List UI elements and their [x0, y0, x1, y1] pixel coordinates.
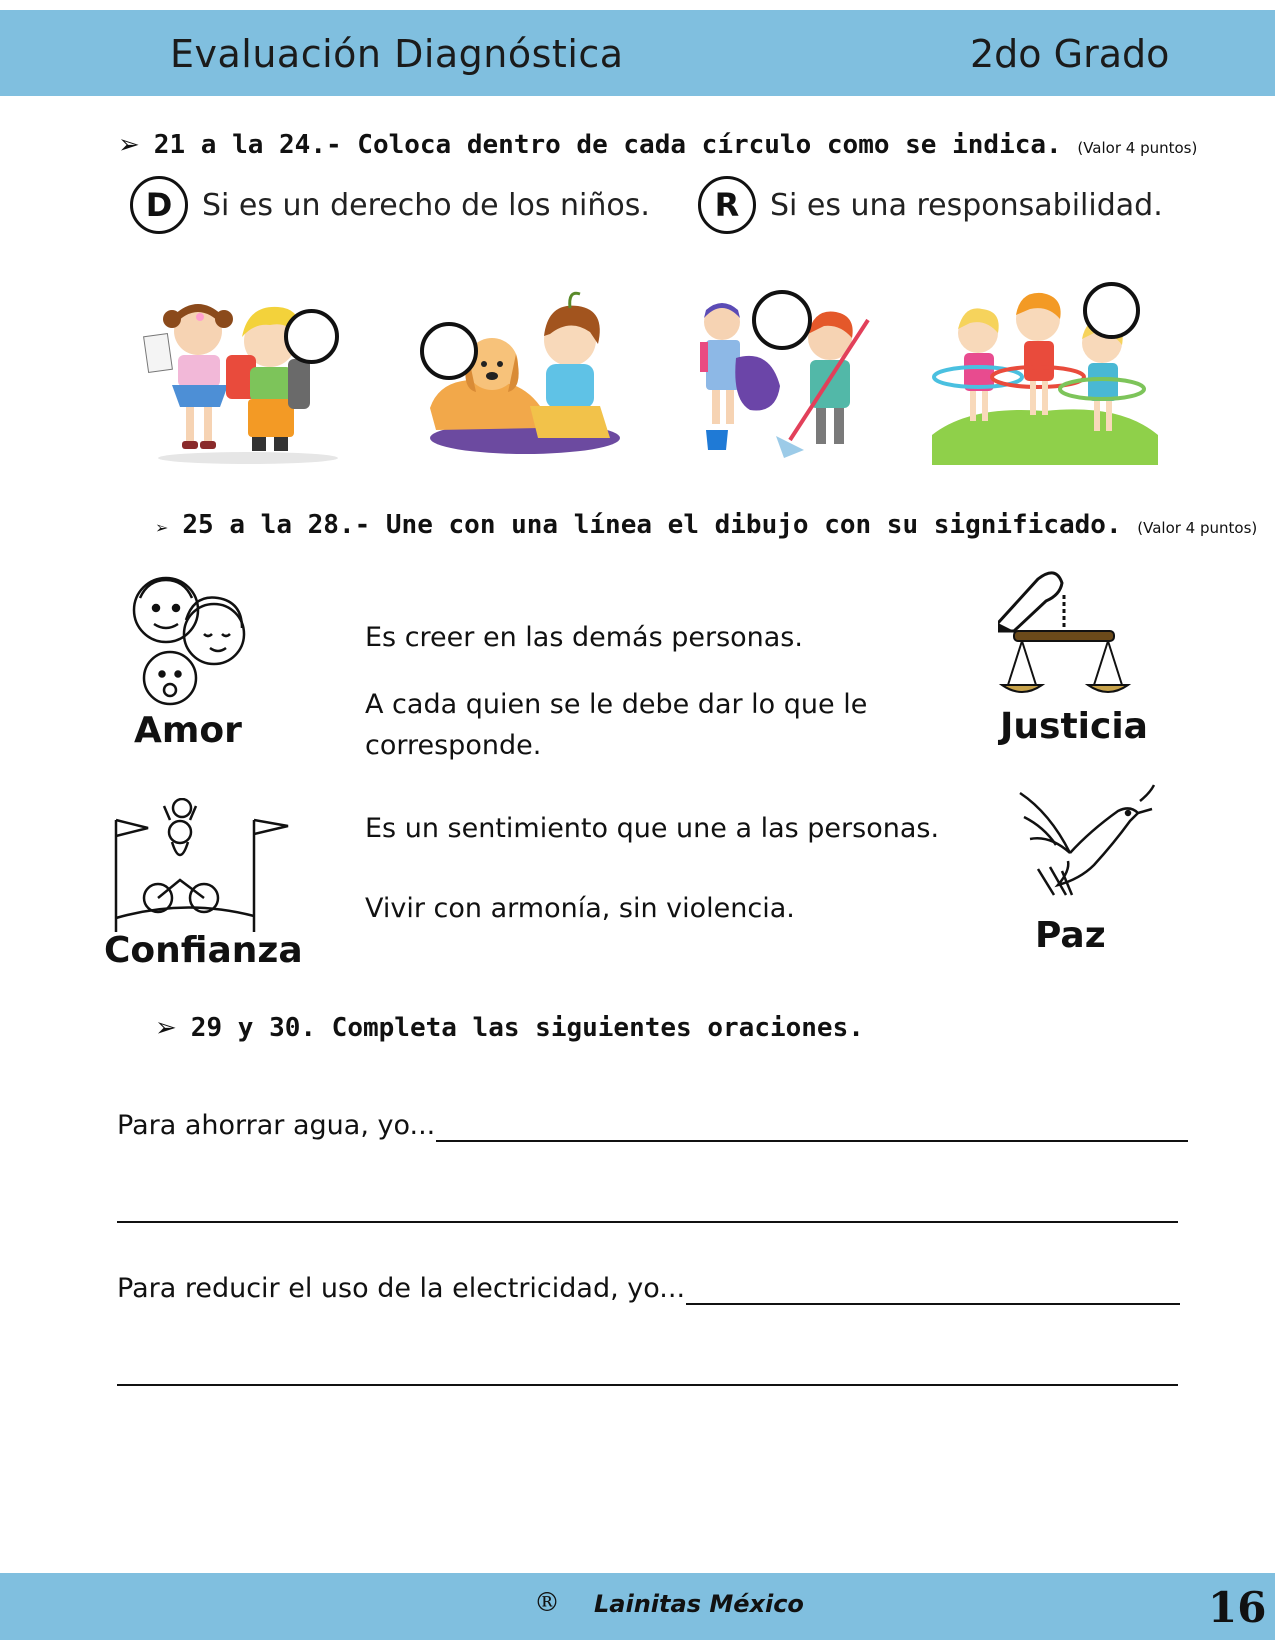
question-text: 21 a la 24.- Coloca dentro de cada círculo como se indica.	[153, 130, 1062, 160]
legend-right	[130, 176, 650, 234]
question-value: (Valor 4 puntos)	[1137, 519, 1258, 537]
legend-responsibility-text: Si es una responsabilidad.	[770, 187, 1163, 223]
sentence-water: Para ahorrar agua, yo...	[117, 1110, 436, 1141]
bullet-arrow-icon: ➢	[155, 518, 169, 537]
answer-circle-3[interactable]	[752, 290, 812, 350]
word-paz: Paz	[1035, 915, 1106, 956]
family-faces-illustration	[118, 568, 258, 716]
page-number: 16	[1208, 1583, 1267, 1632]
brand-name: Lainitas México	[594, 1590, 804, 1618]
finish-line-illustration	[108, 798, 293, 938]
meaning-3: Es un sentimiento que une a las personas.	[365, 813, 940, 844]
bullet-arrow-icon: ➢	[155, 1013, 177, 1043]
word-justicia: Justicia	[1000, 706, 1148, 747]
word-confianza: Confianza	[104, 930, 303, 971]
answer-circle-2[interactable]	[420, 322, 478, 380]
page-header	[0, 10, 1275, 96]
question-25-28-title	[155, 510, 1257, 540]
answer-line-electricity[interactable]	[686, 1303, 1180, 1305]
answer-line-water-2[interactable]	[117, 1221, 1178, 1223]
meaning-4: Vivir con armonía, sin violencia.	[365, 893, 795, 924]
question-value: (Valor 4 puntos)	[1077, 139, 1198, 157]
answer-line-electricity-2[interactable]	[117, 1384, 1178, 1386]
legend-responsibility	[698, 176, 1163, 234]
scales-of-justice-illustration	[998, 565, 1143, 703]
sentence-electricity: Para reducir el uso de la electricidad, yo...	[117, 1273, 686, 1304]
legend-right-text: Si es un derecho de los niños.	[202, 187, 650, 223]
letter-circle-r: R	[698, 176, 756, 234]
bullet-arrow-icon: ➢	[118, 130, 140, 160]
question-29-30-title	[155, 1013, 864, 1043]
question-text: 29 y 30. Completa las siguientes oraciones.	[190, 1013, 864, 1043]
meaning-2: A cada quien se le debe dar lo que le corresponde.	[365, 689, 868, 761]
meaning-1: Es creer en las demás personas.	[365, 622, 803, 653]
document-title: Evaluación Diagnóstica	[170, 32, 624, 76]
question-text: 25 a la 28.- Une con una línea el dibujo con su significado.	[182, 510, 1122, 540]
answer-circle-4[interactable]	[1083, 282, 1140, 339]
page-footer	[0, 1573, 1275, 1640]
letter-circle-d: D	[130, 176, 188, 234]
peace-dove-illustration	[1010, 783, 1155, 903]
answer-circle-1[interactable]	[284, 309, 339, 364]
grade-label: 2do Grado	[970, 32, 1170, 76]
answer-line-water[interactable]	[436, 1140, 1188, 1142]
registered-icon: ®	[534, 1588, 560, 1618]
question-21-24-title	[118, 130, 1197, 160]
word-amor: Amor	[134, 710, 242, 751]
